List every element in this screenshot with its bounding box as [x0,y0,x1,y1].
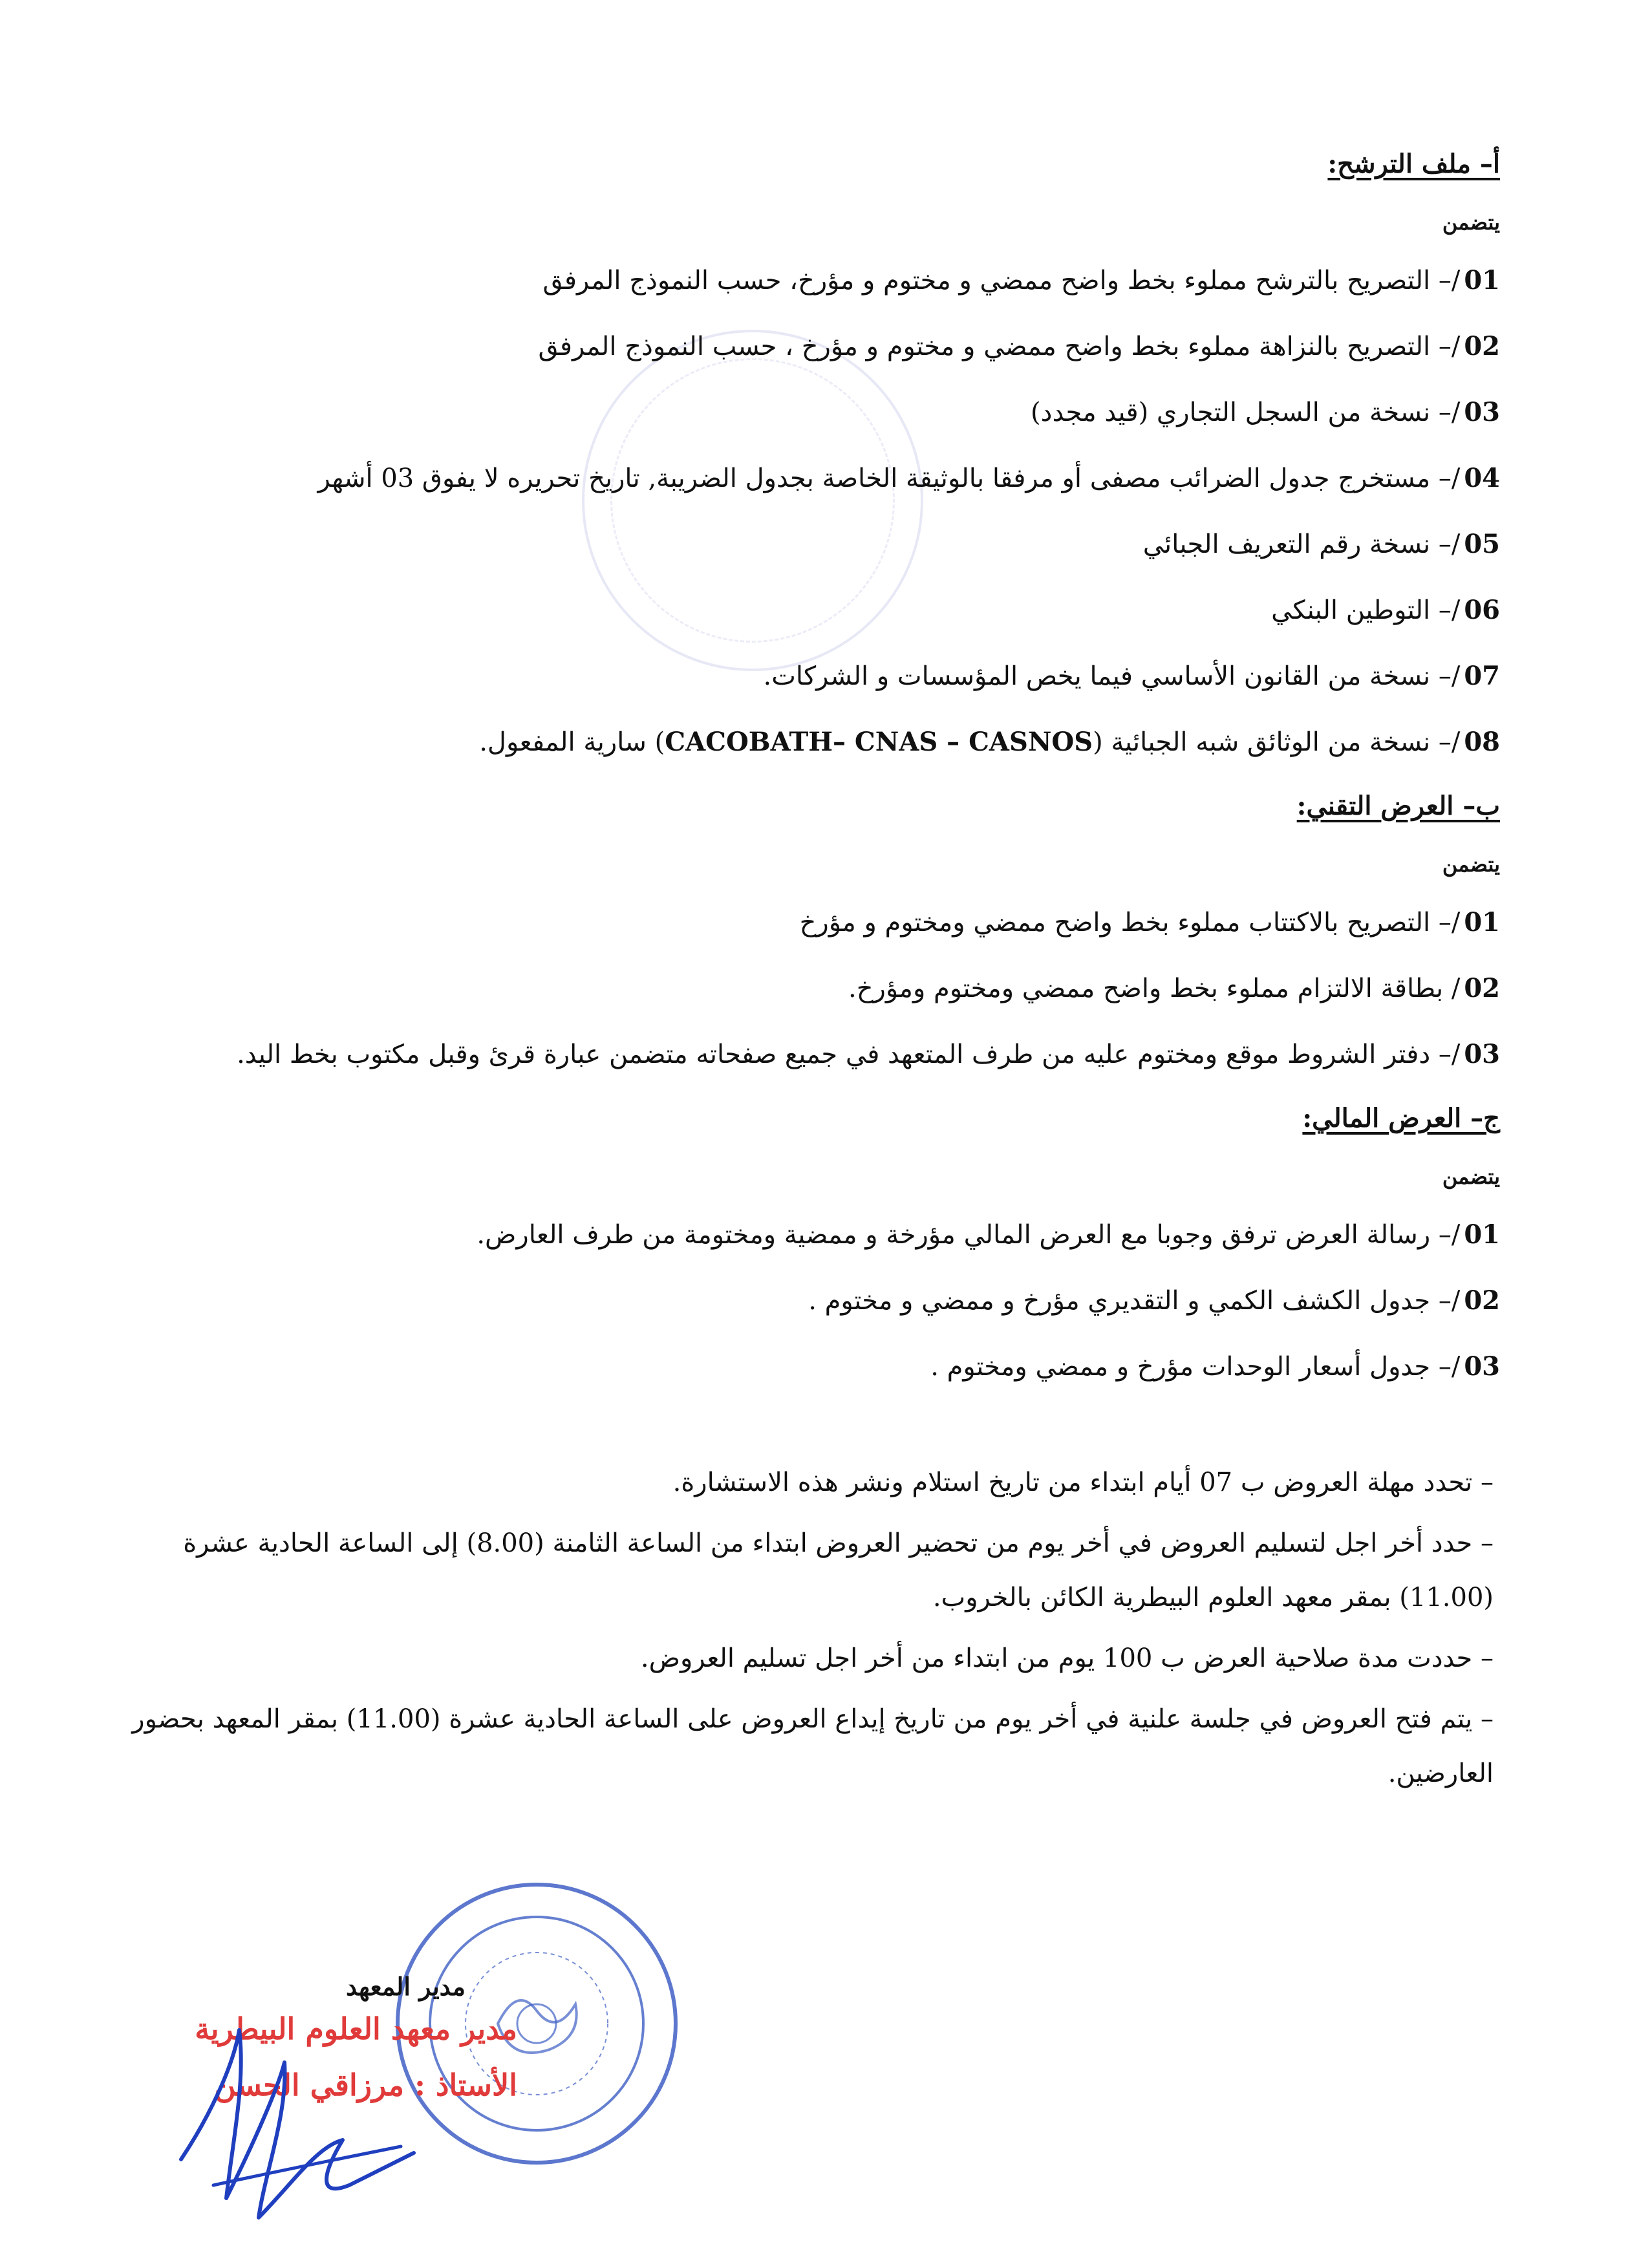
section-title: أ– ملف الترشح: [1327,149,1500,179]
section-technical-offer [116,791,1500,1072]
note-item: – تحدد مهلة العروض ب 07 أيام ابتداء من تاريخ استلام ونشر هذه الاستشارة. [672,1468,1494,1497]
list-item: 07/– نسخة من القانون الأساسي فيما يخص المؤسسات و الشركات. [763,661,1500,691]
stamp-line: مدير معهد العلوم البيطرية [195,2011,517,2046]
list-item: 03/– جدول أسعار الوحدات مؤرخ و ممضي ومختوم . [930,1351,1500,1382]
list-item: 02/– جدول الكشف الكمي و التقديري مؤرخ و ممضي و مختوم . [808,1285,1500,1316]
list-item: 02/ بطاقة الالتزام مملوء بخط واضح ممضي ومختوم ومؤرخ. [848,973,1500,1003]
list-item: 05/– نسخة رقم التعريف الجبائي [1142,529,1500,559]
list-item: 03/– دفتر الشروط موقع ومختوم عليه من طرف المتعهد في جميع صفحاته متضمن عبارة قرئ وقبل مكتوب بخط اليد. [237,1039,1500,1069]
notes-list [116,1455,1500,1801]
list-item: 04/– مستخرج جدول الضرائب مصفى أو مرفقا بالوثيقة الخاصة بجدول الضريبة, تاريخ تحريره لا يفوق 03 أشهر [317,463,1500,493]
note-item: – حدد أخر اجل لتسليم العروض في أخر يوم من تحضير العروض ابتداء من الساعة الثامنة (8.00) إلى الساعة الحادية عشرة (11.00) بمقر معهد العلوم البيطرية الكائن بالخروب. [183,1528,1494,1612]
handwritten-signature-icon [155,1991,427,2263]
list-item: 08/– نسخة من الوثائق شبه الجبائية (CACOBATH– CNAS – CASNOS) سارية المفعول. [479,727,1500,757]
document-body [116,149,1500,1807]
note-item: – يتم فتح العروض في جلسة علنية في أخر يوم من تاريخ إيداع العروض على الساعة الحادية عشرة (11.00) بمقر المعهد بحضور العارضين. [132,1704,1494,1788]
list-item: 01/– التصريح بالترشح مملوء بخط واضح ممضي و مختوم و مؤرخ، حسب النموذج المرفق [542,265,1500,295]
includes-label: يتضمن [1442,210,1500,235]
includes-label: يتضمن [1442,852,1500,877]
list-item: 02/– التصريح بالنزاهة مملوء بخط واضح ممضي و مختوم و مؤرخ ، حسب النموذج المرفق [538,331,1500,361]
section-financial-offer [116,1103,1500,1384]
section-title: ج– العرض المالي: [1302,1103,1500,1133]
stamp-line: الأستاذ : مرزاقي الحسن [214,2068,517,2103]
list-item: 01/– رسالة العرض ترفق وجوبا مع العرض المالي مؤرخة و ممضية ومختومة من طرف العارض. [477,1219,1500,1250]
list-item: 06/– التوطين البنكي [1271,595,1500,625]
section-title: ب– العرض التقني: [1296,791,1500,821]
signer-title: مدير المعهد [346,1972,466,2001]
section-candidacy [116,149,1500,760]
includes-label: يتضمن [1442,1164,1500,1189]
note-item: – حددت مدة صلاحية العرض ب 100 يوم من ابتداء من أخر اجل تسليم العروض. [640,1643,1494,1673]
list-item: 03/– نسخة من السجل التجاري (قيد مجدد) [1031,397,1500,427]
list-item: 01/– التصريح بالاكتتاب مملوء بخط واضح ممضي ومختوم و مؤرخ [799,907,1500,937]
